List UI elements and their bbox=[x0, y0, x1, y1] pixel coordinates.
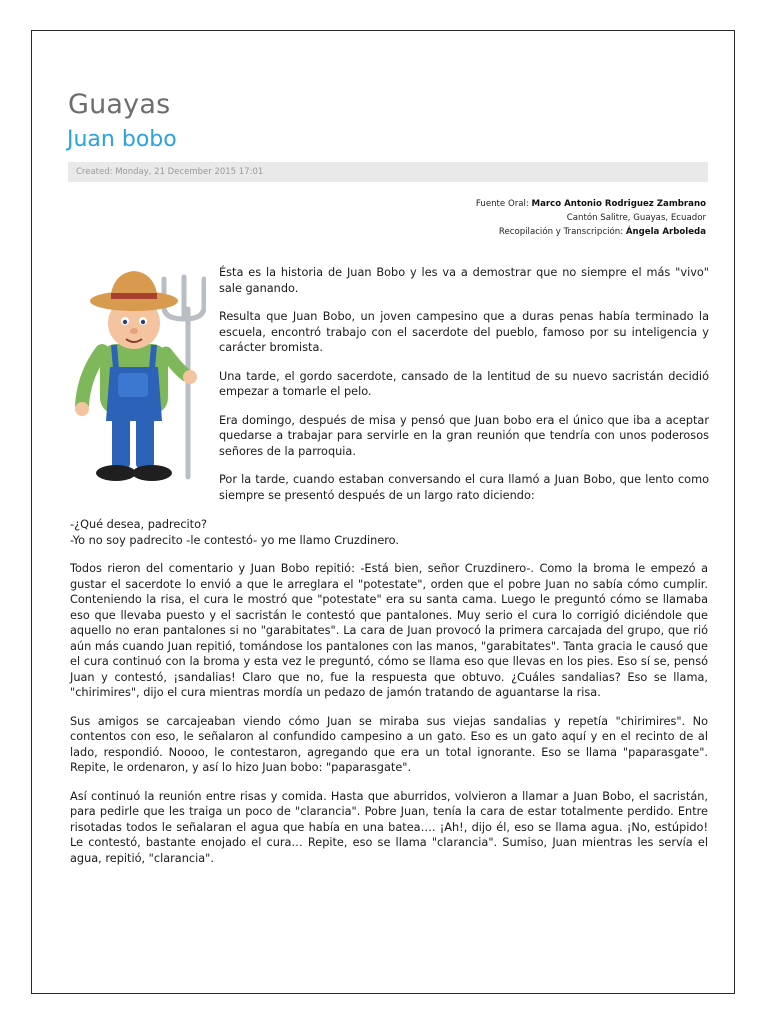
source-location: Cantón Salitre, Guayas, Ecuador bbox=[566, 213, 706, 223]
paragraph: Resulta que Juan Bobo, un joven campesino que a duras penas había terminado la escuela, encontró trabajo con el sacerdote del pueblo, famoso por su inteligencia y carácter bromista. bbox=[219, 310, 709, 354]
intro-text bbox=[219, 265, 709, 516]
paragraph: Así continuó la reunión entre risas y comida. Hasta que aburridos, volvieron a llamar a Juan Bobo, el sacristán, para pedirle que les traiga un poco de "clarancia". Pobre Juan, tenía la cara de estar totalmente perdido. Entre risotadas todos le señalaran el agua que había en una batea…. ¡Ah!, dijo él, eso se llama agua. ¡No, estúpido! Le contestó, bastante enojado el cura… Repite, eso se llama "clarancia". Sumiso, Juan mientras les servía el agua, repitió, "clarancia". bbox=[70, 789, 708, 865]
oral-source-label: Fuente Oral: bbox=[475, 199, 529, 209]
transcription-line bbox=[476, 225, 706, 239]
transcription-name: Ángela Arboleda bbox=[625, 227, 706, 237]
oral-source-name: Marco Antonio Rodriguez Zambrano bbox=[531, 199, 706, 209]
paragraph: Una tarde, el gordo sacerdote, cansado de la lentitud de su nuevo sacristán decidió empezar a tomarle el pelo. bbox=[219, 369, 709, 398]
created-date-bar bbox=[68, 162, 708, 182]
story-body bbox=[70, 517, 708, 879]
oral-source-line bbox=[476, 197, 706, 211]
transcription-label: Recopilación y Transcripción: bbox=[498, 227, 624, 237]
source-credits bbox=[476, 197, 706, 239]
created-date: Created: Monday, 21 December 2015 17:01 bbox=[76, 167, 264, 177]
paragraph: Era domingo, después de misa y pensó que Juan bobo era el único que iba a aceptar quedarse a trabajar para servirle en la gran reunión que tendría con unos poderosos señores de la parroquia. bbox=[219, 413, 709, 458]
paragraph: Todos rieron del comentario y Juan Bobo repitió: -Está bien, señor Cruzdinero-. Como la broma le empezó a gustar el sacerdote lo envió a que le arreglara el "potestate", orden que el pobre Juan no sabía cómo cumplir. Conteniendo la risa, el cura le mostró que "potestate" era su santa cama. Luego le preguntó cómo se llamaba eso que llevaba puesto y el sacristán le contestó que pantalones. Muy serio el cura lo corrigió diciéndole que aquello no eran pantalones si no "garabitates". La cara de Juan provocó la primera carcajada del grupo, que rió aún más cuando Juan repitió, tomándose los pantalones con las manos, "garabitates". Tanta gracia le causó que el cura continuó con la broma y esta vez le preguntó, cómo se llama eso que llevas en los pies. Eso sí se, pensó Juan y contestó, ¡sandalias! Claro que no, fue la respuesta que obtuvo. ¿Cuáles sandalias? Eso se llama, "chirimires", dijo el cura mientras mordía un pedazo de jamón tratando de aguantarse la risa. bbox=[70, 562, 708, 699]
paragraph: Ésta es la historia de Juan Bobo y les va a demostrar que no siempre el más "vivo" sale ganando. bbox=[219, 266, 709, 295]
paragraph: Por la tarde, cuando estaban conversando el cura llamó a Juan Bobo, que lento como siempre se presentó después de un largo rato diciendo: bbox=[219, 473, 709, 502]
dialogue-line: -¿Qué desea, padrecito? bbox=[70, 518, 208, 531]
paragraph: Sus amigos se carcajeaban viendo cómo Juan se miraba sus viejas sandalias y repetía "chirimires". No contentos con eso, le señalaron al confundido campesino a un gato. Eso es un gato aquí y en el recinto de al lado, respondió. Noooo, le contestaron, agregando que era un total ignorante. Eso se llama "paparasgate". Repite, le ordenaron, y así lo hizo Juan bobo: "paparasgate". bbox=[70, 714, 708, 774]
dialogue-line: -Yo no soy padrecito -le contestó- yo me llamo Cruzdinero. bbox=[70, 533, 399, 547]
document-page bbox=[31, 30, 735, 994]
farmer-with-pitchfork-icon bbox=[70, 249, 206, 495]
category-heading: Guayas bbox=[68, 89, 171, 120]
article-title: Juan bobo bbox=[67, 127, 177, 152]
